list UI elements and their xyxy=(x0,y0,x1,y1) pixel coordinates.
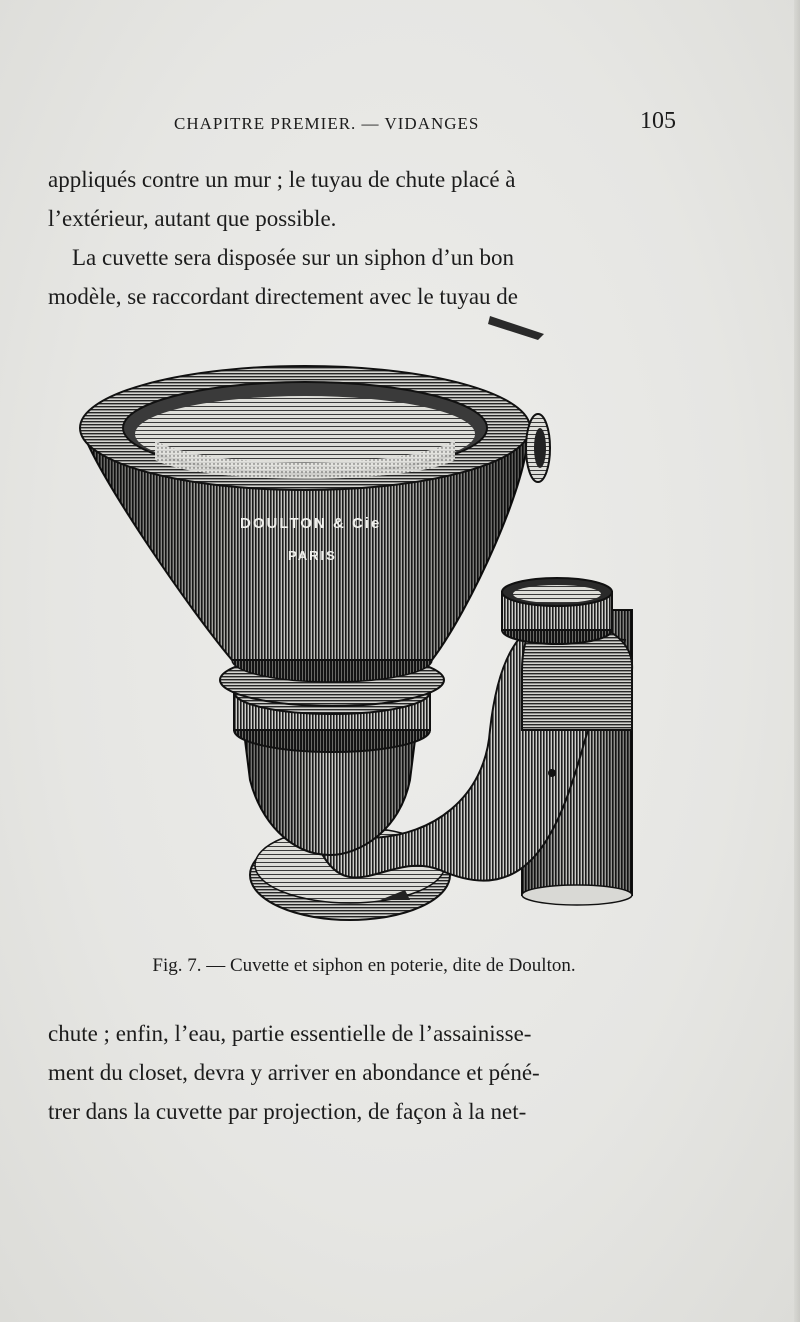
page-edge xyxy=(794,0,800,1322)
paragraph-2 xyxy=(48,238,680,316)
text-line: l’extérieur, autant que possible. xyxy=(48,206,337,231)
text-line: appliqués contre un mur ; le tuyau de chute placé à xyxy=(48,167,516,192)
toilet-siphon-engraving xyxy=(60,310,680,940)
text-line: ment du closet, devra y arriver en abondance et péné- xyxy=(48,1060,540,1085)
text-line: trer dans la cuvette par projection, de façon à la net- xyxy=(48,1099,527,1124)
running-head xyxy=(48,108,680,142)
text-line: modèle, se raccordant directement avec le tuyau de xyxy=(48,284,518,309)
paragraph-3 xyxy=(48,1014,680,1131)
paragraph-1 xyxy=(48,160,680,238)
screw-mark xyxy=(548,769,556,777)
text-line: chute ; enfin, l’eau, partie essentielle de l’assainisse- xyxy=(48,1021,532,1046)
page-number: 105 xyxy=(640,108,676,134)
text-line: La cuvette sera disposée sur un siphon d’un bon xyxy=(72,245,515,270)
maker-city: PARIS xyxy=(288,548,337,563)
running-title: CHAPITRE PREMIER. — VIDANGES xyxy=(174,114,480,133)
figure-caption: Fig. 7. — Cuvette et siphon en poterie, dite de Doulton. xyxy=(152,955,576,976)
arrow-mark xyxy=(488,316,544,340)
maker-stamp: DOULTON & Cie xyxy=(240,515,382,532)
